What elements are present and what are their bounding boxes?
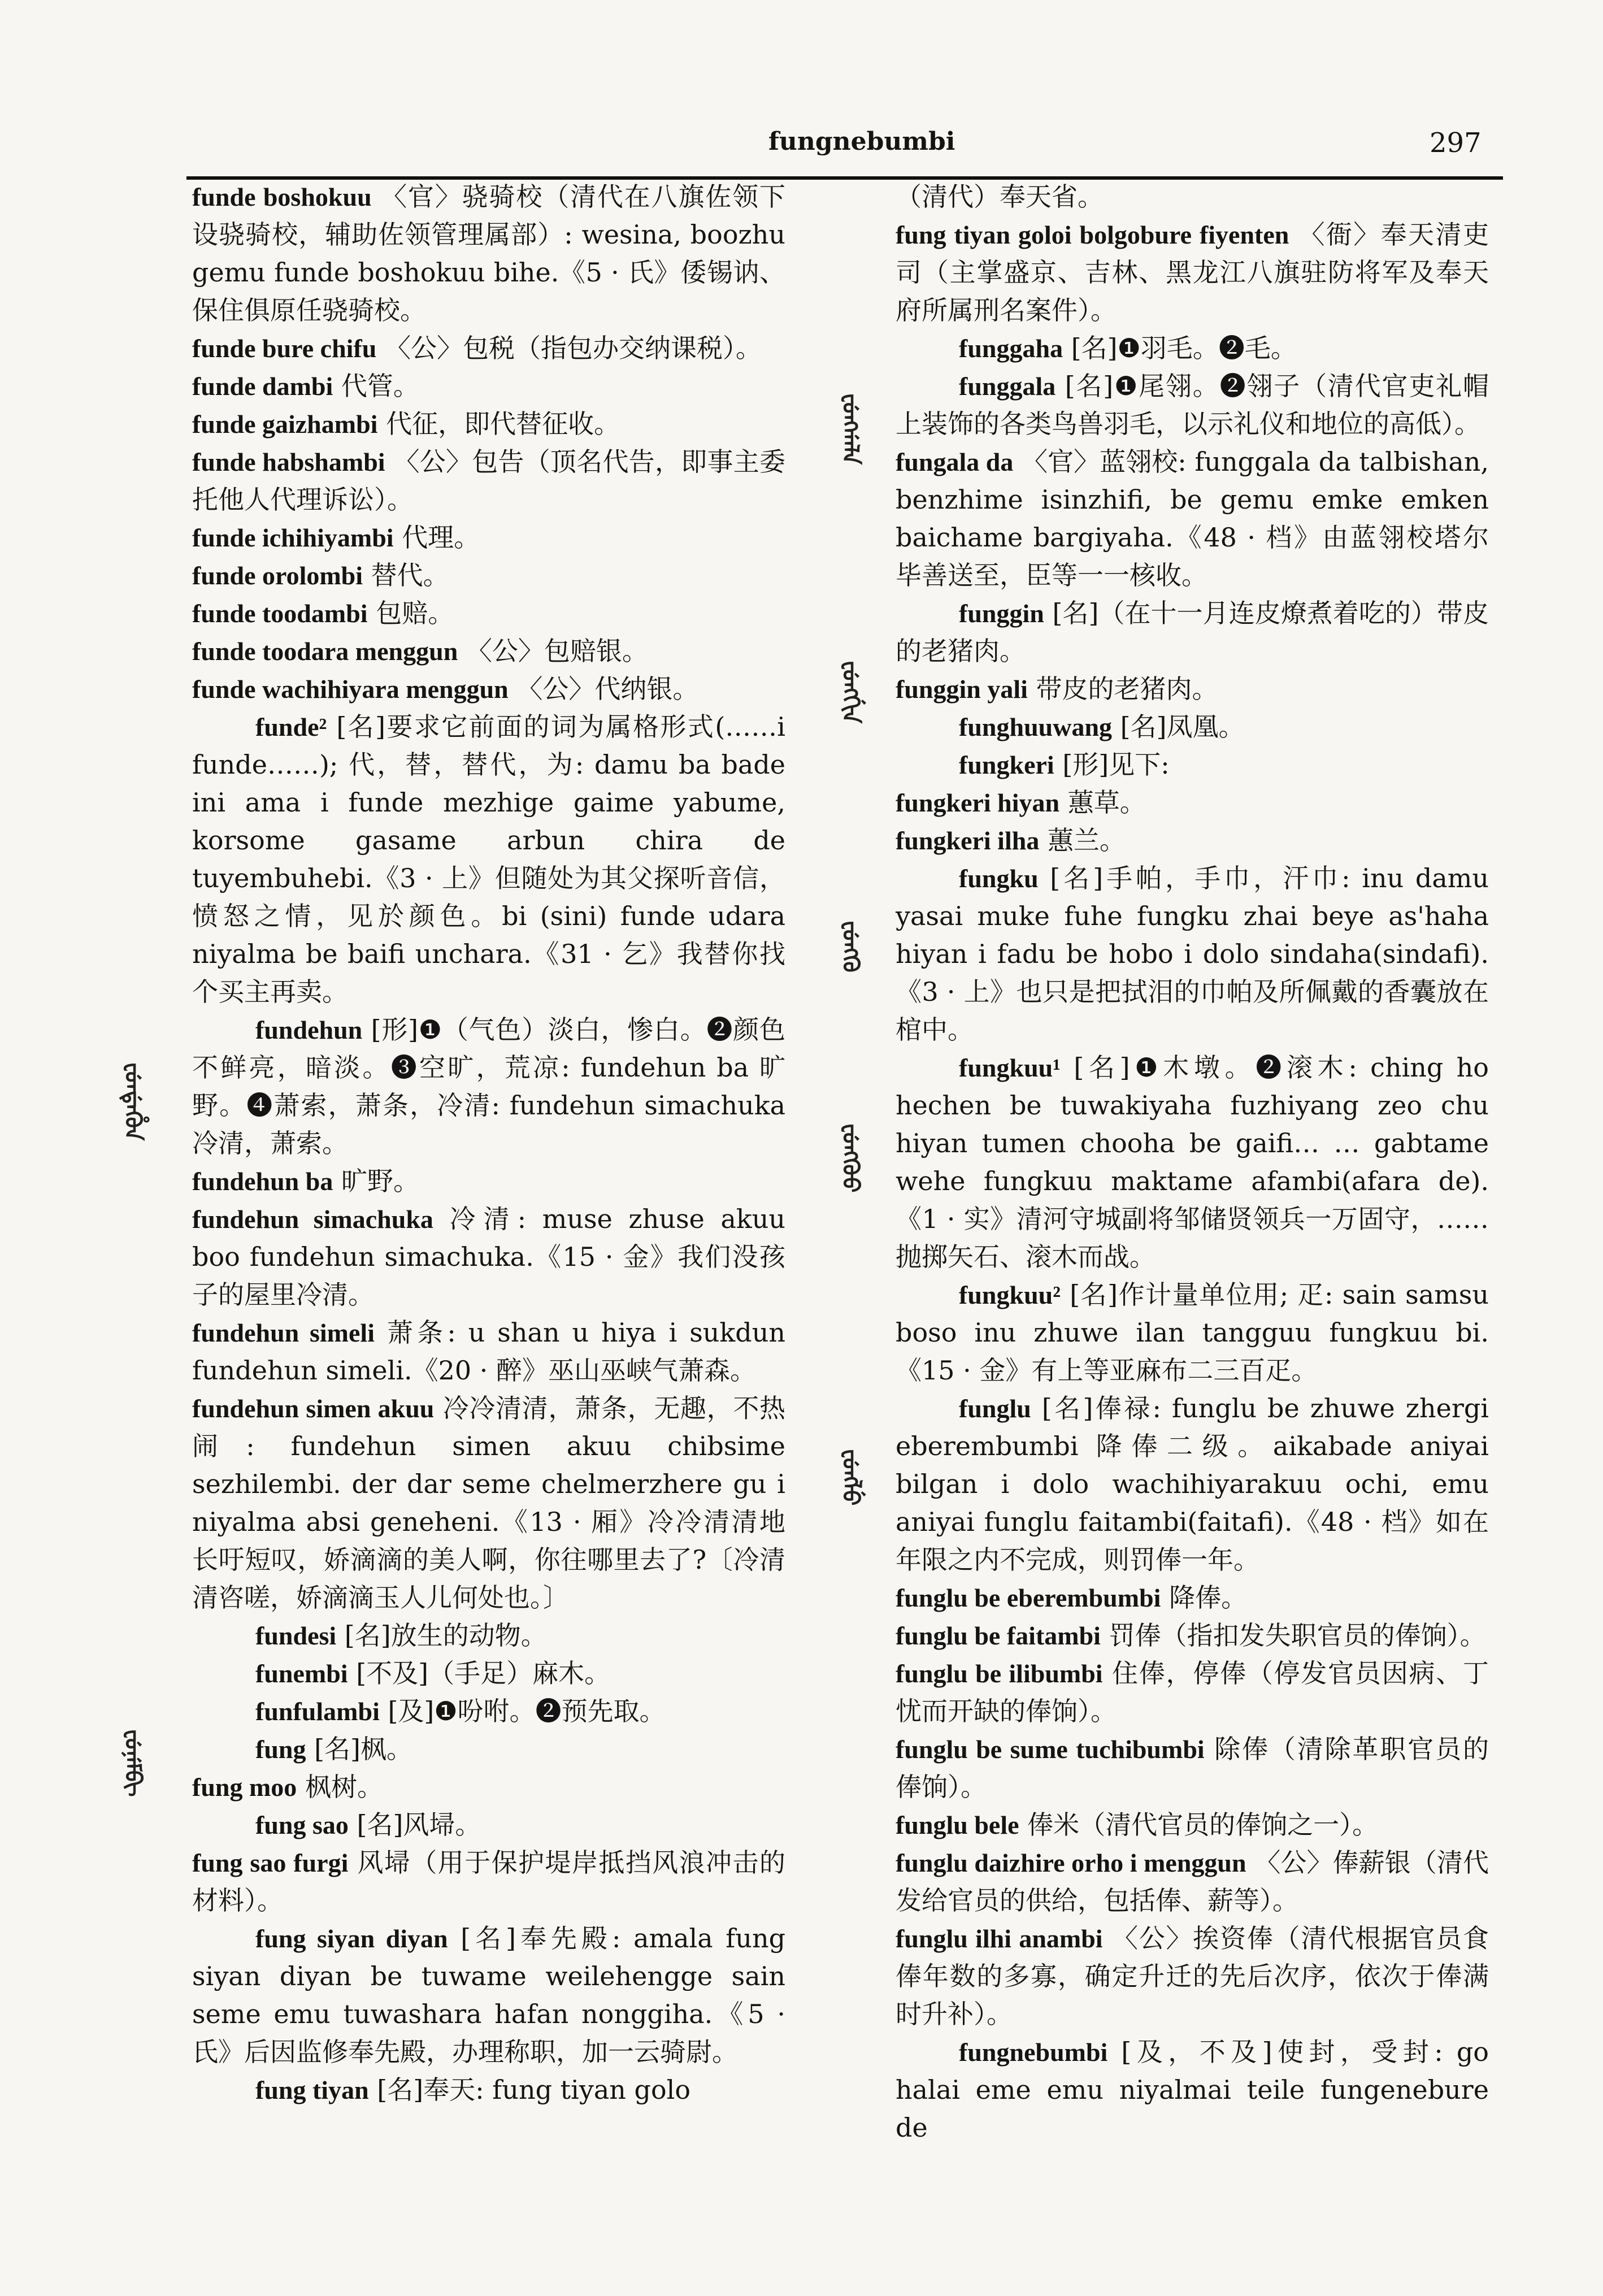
dictionary-entry [192,1692,785,1730]
entry-headword: fungkeri [959,750,1054,779]
entry-headword: fungnebumbi [959,2038,1108,2067]
entry-headword: funde toodara menggun [192,637,458,666]
entry-headword: funde habshambi [192,448,385,476]
entry-definition: 蕙草。 [1067,787,1146,818]
entry-definition: 住俸，停俸（停发官员因病、丁忧而开缺的俸饷）。 [896,1658,1489,1726]
entry-headword: fundehun [255,1015,363,1044]
dictionary-entry [192,1844,785,1920]
dictionary-entry [896,329,1489,367]
entry-definition: 〈公〉包税（指包办交纳课税）。 [384,333,762,363]
entry-headword: funglu ilhi anambi [896,1924,1103,1953]
entry-headword: funghuuwang [959,713,1113,741]
dictionary-entry [896,784,1489,822]
dictionary-entry [896,443,1489,594]
dictionary-entry [896,1920,1489,2033]
entry-headword: fungala da [896,448,1014,476]
entry-definition: 除俸（清除革职官员的俸饷）。 [896,1734,1489,1802]
entry-definition: 冷清: muse zhuse akuu boo fundehun simachuka.《15 · 金》我们没孩子的屋里冷清。 [192,1204,785,1310]
dictionary-entry [192,2071,785,2109]
dictionary-entry [896,1617,1489,1655]
dictionary-entry [896,670,1489,708]
manchu-margin-word: ᡶᡠᠩᡤᠠᠯᠠ [837,394,863,465]
entry-headword: funde² [255,713,327,741]
dictionary-entry [896,367,1489,443]
dictionary-entry [896,1844,1489,1920]
entry-definition: 风埽（用于保护堤岸抵挡风浪冲击的材料）。 [192,1847,786,1916]
entry-headword: fundehun simeli [192,1318,375,1347]
dictionary-entry [192,329,785,367]
dictionary-entry [896,1579,1489,1617]
entry-definition: 〈官〉骁骑校（清代在八旗佐领下设骁骑校，辅助佐领管理属部）: wesina, boozhu gemu funde boshokuu bihe.《5 · 氏》倭锡讷、保住俱原任骁骑校。 [192,181,786,325]
dictionary-entry [896,178,1489,216]
dictionary-entry [192,594,785,632]
dictionary-entry [896,708,1489,746]
entry-definition: 俸米（清代官员的俸饷之一）。 [1027,1809,1379,1840]
entry-headword: funde orolombi [192,561,363,590]
entry-headword: funembi [255,1659,348,1688]
manchu-margin-word: ᡶᡠᠨᡝᠮᠪᡳ [120,1729,146,1797]
dictionary-entry [192,1806,785,1844]
dictionary-entry [192,1011,785,1162]
running-head: fungnebumbi [768,127,955,156]
entry-headword: funde gaizhambi [192,410,378,439]
manchu-margin-word: ᡶᡠᠩᠯᡠ [837,1449,863,1506]
entry-definition: [名]奉天: fung tiyan golo [377,2074,691,2105]
entry-definition: 降俸。 [1169,1582,1248,1613]
entry-headword: funglu daizhire orho i menggun [896,1848,1246,1877]
entry-definition: [名]枫。 [314,1734,413,1764]
entry-definition: [名]放生的动物。 [344,1620,547,1651]
dictionary-entry [192,1655,785,1692]
entry-headword: funglu bele [896,1811,1019,1839]
entry-headword: funde boshokuu [192,183,372,211]
dictionary-entry [896,1049,1489,1276]
entry-headword: funfulambi [255,1697,380,1726]
entry-headword: funglu be eberembumbi [896,1583,1161,1612]
entry-definition: 代征，即代替征收。 [386,409,620,439]
dictionary-entry [192,1390,785,1617]
dictionary-entry [896,1806,1489,1844]
entry-definition: [名]俸禄: funglu be zhuwe zhergi eberembumbi 降俸二级。aikabade aniyai bilgan i dolo wachihiyarakuu ochi, emu aniyai funglu faitambi(faitafi).《48 · 档》如在年限之内不完成，则罚俸一年。 [896,1393,1489,1575]
entry-headword: fungkeri hiyan [896,788,1060,817]
entry-definition: [名]奉先殿: amala fung siyan diyan be tuwame weilehengge sain seme emu tuwashara hafan nonggiha.《5 · 氏》后因监修奉先殿，办理称职，加一云骑尉。 [192,1923,786,2067]
entry-definition: [不及]（手足）麻木。 [356,1658,611,1689]
manchu-margin-word: ᡶᡠᠩᡴᡠᡠ [837,1124,863,1193]
entry-headword: funggin yali [896,675,1028,704]
entry-definition: 〈公〉代纳银。 [516,674,699,704]
dictionary-entry [192,670,785,708]
entry-headword: funglu be ilibumbi [896,1659,1103,1688]
entry-definition: [名]凤凰。 [1120,711,1245,742]
entry-headword: funglu be faitambi [896,1621,1101,1650]
entry-definition: 代管。 [341,371,419,401]
entry-headword: funglu [959,1394,1031,1423]
entry-definition: 萧条: u shan u hiya i sukdun fundehun simeli.《20 · 醉》巫山巫峡气萧森。 [192,1317,785,1386]
entry-definition: 罚俸（指扣发失职官员的俸饷）。 [1109,1620,1486,1651]
dictionary-entry [896,746,1489,784]
dictionary-entry [192,367,785,405]
dictionary-entry [192,1730,785,1768]
dictionary-entry [192,1314,785,1390]
entry-headword: fungkeri ilha [896,826,1040,855]
entry-definition: [及，不及]使封，受封: go halai eme emu niyalmai teile fungenebure de [896,2037,1489,2143]
entry-definition: 带皮的老猪肉。 [1036,674,1218,704]
dictionary-entry [896,216,1489,329]
dictionary-entry [192,178,785,329]
entry-definition: 〈官〉蓝翎校: funggala da talbishan, benzhime isinzhifi, be gemu emke emken baichame bargiyaha.《48 · 档》由蓝翎校塔尔毕善送至，臣等一一核收。 [896,446,1489,591]
dictionary-entry [192,708,785,1011]
entry-definition: [名]作计量单位用; 疋: sain samsu boso inu zhuwe ilan tangguu fungkuu bi.《15 · 金》有上等亚麻布二三百疋。 [896,1279,1489,1386]
entry-definition: [名]要求它前面的词为属格形式(……i funde……); 代，替，替代，为: damu ba bade ini ama i funde mezhige gaime yabume, korsome gasame arbun chira de tuyembuhebi.《3 · 上》但随处为其父探听音信，愤怒之情，见於颜色。bi (sini) funde udara niyalma be baifi unchara.《31 · 乞》我替你找个买主再卖。 [192,711,785,1007]
entry-headword: fung sao furgi [192,1848,349,1877]
entry-headword: fundehun simachuka [192,1205,433,1234]
entry-definition: [形]见下: [1062,749,1170,780]
dictionary-entry [896,1655,1489,1730]
entry-definition: [形]❶（气色）淡白，惨白。❷颜色不鲜亮，暗淡。❸空旷，荒凉: fundehun ba 旷野。❹萧索，萧条，冷清: fundehun simachuka 冷清，萧索。 [192,1014,785,1158]
entry-headword: funde dambi [192,372,333,401]
entry-definition: [名]风埽。 [357,1809,481,1840]
entry-headword: funggin [959,599,1044,628]
entry-headword: fundehun ba [192,1167,333,1196]
entry-headword: fung tiyan goloi bolgobure fiyenten [896,220,1289,249]
page-number: 297 [1430,127,1482,159]
entry-definition: 〈衙〉奉天清吏司（主掌盛京、吉林、黑龙江八旗驻防将军及奉天府所属刑名案件）。 [896,219,1489,325]
entry-headword: fundesi [255,1621,337,1650]
manchu-margin-word: ᡶᡠᠩᡴᡠ [837,921,863,973]
entry-definition: 旷野。 [341,1166,419,1196]
entry-headword: funde wachihiyara menggun [192,675,509,704]
dictionary-entry [192,1617,785,1655]
entry-definition: [名]❶羽毛。❷毛。 [1071,333,1297,363]
dictionary-entry [192,557,785,594]
entry-definition: 〈公〉挨资俸（清代根据官员食俸年数的多寡，确定升迁的先后次序，依次于俸满时升补）。 [896,1923,1489,2029]
entry-definition: 〈公〉包告（顶名代告，即事主委托他人代理诉讼）。 [192,446,785,515]
dictionary-entry [192,632,785,670]
dictionary-entry [896,1390,1489,1579]
entry-headword: fung sao [255,1811,349,1839]
dictionary-entry [192,1200,785,1314]
entry-headword: funde ichihiyambi [192,523,394,552]
entry-definition: 〈公〉俸薪银（清代发给官员的供给，包括俸、薪等）。 [896,1847,1489,1916]
entry-headword: fung [255,1735,306,1764]
entry-headword: fungkuu¹ [959,1053,1061,1082]
dictionary-entry [192,1162,785,1200]
dictionary-entry [896,860,1489,1049]
entry-definition: [名]手帕，手巾，汗巾: inu damu yasai muke fuhe fungku zhai beye as'haha hiyan i fadu be hobo i dolo sindaha(sindafi).《3 · 上》也只是把拭泪的巾帕及所佩戴的香囊放在棺中。 [896,863,1489,1045]
entry-headword: funde toodambi [192,599,368,628]
manchu-margin-word: ᡶᡠᠩᡤᡳᠨ [837,661,863,724]
entry-headword: fungkuu² [959,1281,1061,1309]
entry-definition: （清代）奉天省。 [896,181,1104,212]
entry-definition: 蕙兰。 [1047,825,1126,856]
dictionary-entry [896,1276,1489,1390]
manchu-margin-word: ᡶᡠᠨᡩᡝᡥᡠᠨ [120,1063,146,1141]
entry-definition: 替代。 [371,560,449,591]
right-column [896,178,1489,2212]
entry-definition: 枫树。 [305,1772,383,1802]
dictionary-entry [896,594,1489,670]
entry-headword: fung tiyan [255,2076,369,2104]
dictionary-entry [192,443,785,519]
entry-headword: fungku [959,864,1039,893]
dictionary-entry [896,822,1489,860]
entry-definition: 代理。 [402,522,480,553]
entry-headword: funggaha [959,334,1063,363]
entry-headword: fung siyan diyan [255,1924,448,1953]
page-header [186,127,1486,167]
entry-definition: [名]❶木墩。❷滚木: ching ho hechen be tuwakiyaha fuzhiyang zeo chu hiyan tumen chooha be gaifi… … gabtame wehe fungkuu maktame afambi(afara de).《1 · 实》清河守城副将邹储贤领兵一万固守，……抛掷矢石、滚木而战。 [896,1052,1489,1272]
entry-definition: [及]❶吩咐。❷预先取。 [388,1696,666,1726]
entry-headword: funde bure chifu [192,334,377,363]
entry-definition: 包赔。 [376,598,454,628]
entry-definition: [名]（在十一月连皮燎煮着吃的）带皮的老猪肉。 [896,598,1489,666]
entry-headword: funglu be sume tuchibumbi [896,1735,1205,1764]
dictionary-entry [896,1730,1489,1806]
entry-definition: 〈公〉包赔银。 [466,636,648,666]
dictionary-entry [192,405,785,443]
dictionary-entry [896,2033,1489,2147]
entry-headword: fundehun simen akuu [192,1394,435,1423]
dictionary-entry [192,1768,785,1806]
dictionary-entry [192,519,785,557]
entry-headword: fung moo [192,1773,297,1802]
entry-headword: funggala [959,372,1056,401]
entry-definition: 冷冷清清，萧条，无趣，不热闹: fundehun simen akuu chibsime sezhilembi. der dar seme chelmerzhere gu i niyalma absi geneheni.《13 · 厢》冷冷清清地长吁短叹，娇滴滴的美人啊，你往哪里去了?〔冷清清咨嗟，娇滴滴玉人儿何处也。〕 [192,1393,786,1613]
entry-definition: [名]❶尾翎。❷翎子（清代官吏礼帽上装饰的各类鸟兽羽毛，以示礼仪和地位的高低）。 [896,371,1489,439]
dictionary-entry [192,1920,785,2071]
left-column [192,178,785,2212]
